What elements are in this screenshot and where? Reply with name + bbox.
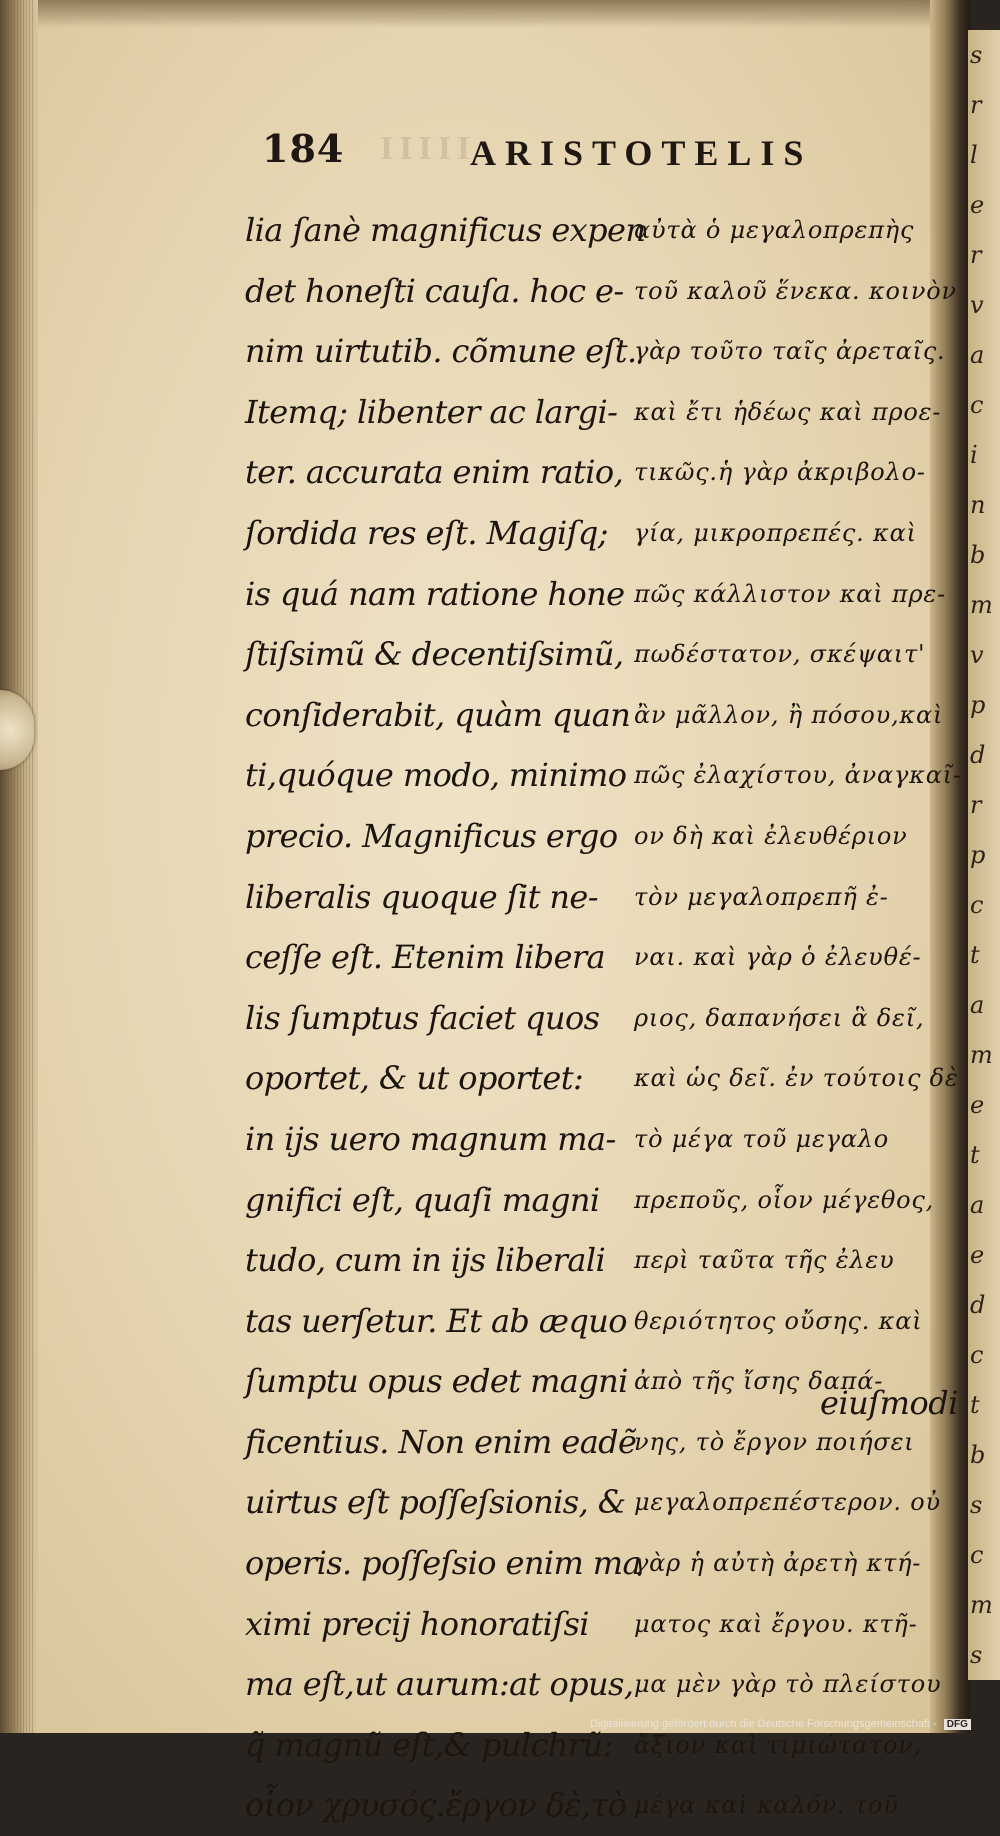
text-line: μέγα καὶ καλόν. τοῦ [634,1791,899,1820]
page-shadow [38,0,968,28]
text-line: γία, μικροπρεπές. καὶ [634,518,917,547]
text-line: γὰρ τοῦτο ταῖς ἀρεταῖς. [634,337,946,366]
text-line: ſordida res eſt. Magiſq; [245,513,608,552]
text-line: αὐτὰ ὁ μεγαλοπρεπὴς [634,216,915,244]
text-line: operis. poſſeſsio enim ma [245,1544,642,1583]
text-line: ſtiſsimũ & decentiſsimũ, [245,635,624,674]
text-line: uirtus eſt poſſeſsionis, & [245,1483,626,1522]
text-line: Itemq; libenter ac largi- [245,392,618,431]
text-line: τὸ μέγα τοῦ μεγαλο [634,1124,890,1153]
text-line: ti,quóque modo, minimo [245,756,627,795]
text-line: πρεποῦς, οἷον μέγεθος, [634,1185,935,1214]
text-line: ἂν μᾶλλον, ἢ πόσου,καὶ [634,700,944,729]
book-edge [0,0,38,1733]
text-line: conſiderabit, quàm quan [245,695,631,734]
text-line: ἀπὸ τῆς ἴσης δαπά- [634,1367,884,1396]
text-line: γὰρ ἡ αὐτὴ ἀρετὴ κτή- [634,1549,922,1578]
greek-column [634,200,962,1836]
text-line: oportet, & ut oportet: [245,1059,584,1098]
running-header [0,126,1000,186]
text-line: τοῦ καλοῦ ἕνεκα. κοινὸν [634,276,957,305]
credit-text: Digitalisierung gefördert durch die Deutsche Forschungsgemeinschaft - [590,1718,937,1730]
page-number: 184 [262,126,345,171]
text-line: ceſſe eſt. Etenim libera [245,938,606,977]
text-line: τὸν μεγαλοπρεπῆ ἐ- [634,882,889,911]
text-line: ximi precij honoratiſsi [245,1604,589,1643]
text-line: ma eſt,ut aurum:at opus, [245,1665,634,1704]
text-line: ματος καὶ ἔργου. κτῆ- [634,1609,918,1638]
next-page-edge: s r l e r v a c i n b m v p d r p c t a m e t a e d c t b s c m s [968,30,1000,1680]
text-line: νης, τὸ ἔργον ποιήσει [634,1427,915,1456]
text-line: μα μὲν γὰρ τὸ πλείστου [634,1670,942,1699]
text-line: ον δὴ καὶ ἐλευθέριον [634,821,908,850]
text-line: in ijs uero magnum ma- [245,1119,616,1158]
text-line: καὶ ἔτι ἡδέως καὶ προε- [634,397,942,426]
text-line: οἷον χρυσός.ἔργον δὲ,τὸ [245,1786,627,1825]
text-line: ter. accurata enim ratio, [245,453,624,492]
digitization-credit [590,1718,971,1730]
text-line: πωδέστατον, σκέψαιτ' [634,640,926,669]
text-line: q̃ magnũ eſt,& pulchrũ: [245,1725,613,1764]
text-line: μεγαλοπρεπέστερον. οὐ [634,1488,941,1517]
text-line: precio. Magnificus ergo [245,816,618,855]
text-line: θεριότητος οὔσης. καὶ [634,1306,923,1335]
text-line: ἄξιον καὶ τιμιώτατον, [634,1730,922,1759]
catchword: eiuſmodi [820,1384,958,1422]
text-line: ſumptu opus edet magni [245,1362,628,1401]
text-line: det honeſti cauſa. hoc e- [245,271,624,310]
text-line: tudo, cum in ijs liberali [245,1241,606,1280]
text-line: πῶς ἐλαχίστου, ἀναγκαῖ- [634,761,962,790]
text-line: gnifici eſt, quaſi magni [245,1180,600,1219]
text-line: ναι. καὶ γὰρ ὁ ἐλευθέ- [634,943,922,972]
bleed-through-text: IIIII [380,130,477,167]
text-line: is quá nam ratione hone [245,574,625,613]
text-line: ριος, δαπανήσει ἃ δεῖ, [634,1003,925,1032]
text-line: lia ſanè magnificus expen [245,211,646,249]
text-line: περὶ ταῦτα τῆς ἐλευ [634,1246,895,1275]
text-line: ficentius. Non enim eadẽ [245,1422,637,1461]
text-line: πῶς κάλλιστον καὶ πρε- [634,579,946,608]
text-line: τικῶς.ἡ γὰρ ἀκριβολο- [634,458,926,487]
running-head: ARISTOTELIS [470,133,813,173]
text-line: tas uerſetur. Et ab æquo [245,1301,627,1340]
text-line: liberalis quoque ſit ne- [245,877,598,916]
text-line: καὶ ὡς δεῖ. ἐν τούτοις δὲ [634,1064,959,1093]
dfg-logo: DFG [944,1719,971,1730]
text-line: lis ſumptus faciet quos [245,998,600,1037]
text-line: nim uirtutib. cõmune eſt. [245,332,637,371]
latin-column [245,200,646,1836]
